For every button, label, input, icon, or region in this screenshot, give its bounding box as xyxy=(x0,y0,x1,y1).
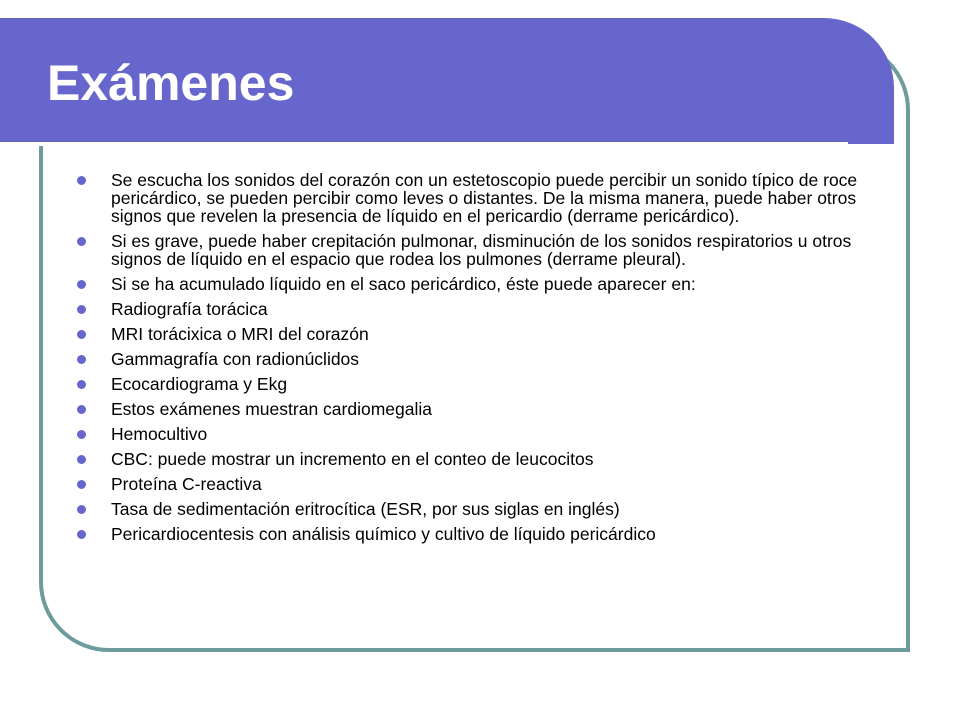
bullet-dot-icon xyxy=(77,480,86,489)
bullet-text: Estos exámenes muestran cardiomegalia xyxy=(111,399,432,419)
bullet-text: CBC: puede mostrar un incremento en el conteo de leucocitos xyxy=(111,449,594,469)
bullet-dot-icon xyxy=(77,380,86,389)
bullet-item xyxy=(76,525,876,543)
bullet-item xyxy=(76,500,876,518)
title-bar xyxy=(0,18,894,144)
bullet-dot-icon xyxy=(77,530,86,539)
bullet-text: Pericardiocentesis con análisis químico y cultivo de líquido pericárdico xyxy=(111,524,656,544)
bullet-item xyxy=(76,275,876,293)
bullet-dot-icon xyxy=(77,455,86,464)
bullet-text: Ecocardiograma y Ekg xyxy=(111,374,288,394)
bullet-item xyxy=(76,325,876,343)
bullet-item xyxy=(76,475,876,493)
slide-title: Exámenes xyxy=(47,55,295,111)
bullet-dot-icon xyxy=(77,430,86,439)
bullet-item xyxy=(76,375,876,393)
bullet-text: Tasa de sedimentación eritrocítica (ESR, por sus siglas en inglés) xyxy=(111,499,620,519)
bullet-dot-icon xyxy=(77,355,86,364)
bullet-text: MRI torácixica o MRI del corazón xyxy=(111,324,369,344)
bullet-item xyxy=(76,300,876,318)
bullet-item xyxy=(76,171,876,225)
title-underline xyxy=(0,142,848,146)
bullet-text: Se escucha los sonidos del corazón con un estetoscopio puede percibir un sonido típico de roce pericárdico, se pueden percibir como leves o distantes. De la misma manera, puede haber otros signos que revelen la presencia de líquido en el pericardio (derrame pericárdico). xyxy=(111,170,858,226)
bullet-text: Radiografía torácica xyxy=(111,299,268,319)
bullet-item xyxy=(76,350,876,368)
bullet-text: Proteína C-reactiva xyxy=(111,474,262,494)
bullet-text: Si se ha acumulado líquido en el saco pericárdico, éste puede aparecer en: xyxy=(111,274,696,294)
bullet-dot-icon xyxy=(77,330,86,339)
bullet-text: Hemocultivo xyxy=(111,424,208,444)
bullet-text: Si es grave, puede haber crepitación pulmonar, disminución de los sonidos respiratorios u otros signos de líquido en el espacio que rodea los pulmones (derrame pleural). xyxy=(111,231,852,269)
bullet-item xyxy=(76,425,876,443)
bullet-dot-icon xyxy=(77,405,86,414)
bullet-dot-icon xyxy=(77,280,86,289)
bullet-item xyxy=(76,400,876,418)
bullet-item xyxy=(76,232,876,268)
bullet-dot-icon xyxy=(77,505,86,514)
bullet-dot-icon xyxy=(77,305,86,314)
bullet-list xyxy=(76,171,876,550)
bullet-item xyxy=(76,450,876,468)
bullet-dot-icon xyxy=(77,237,86,246)
bullet-text: Gammagrafía con radionúclidos xyxy=(111,349,360,369)
bullet-dot-icon xyxy=(77,176,86,185)
